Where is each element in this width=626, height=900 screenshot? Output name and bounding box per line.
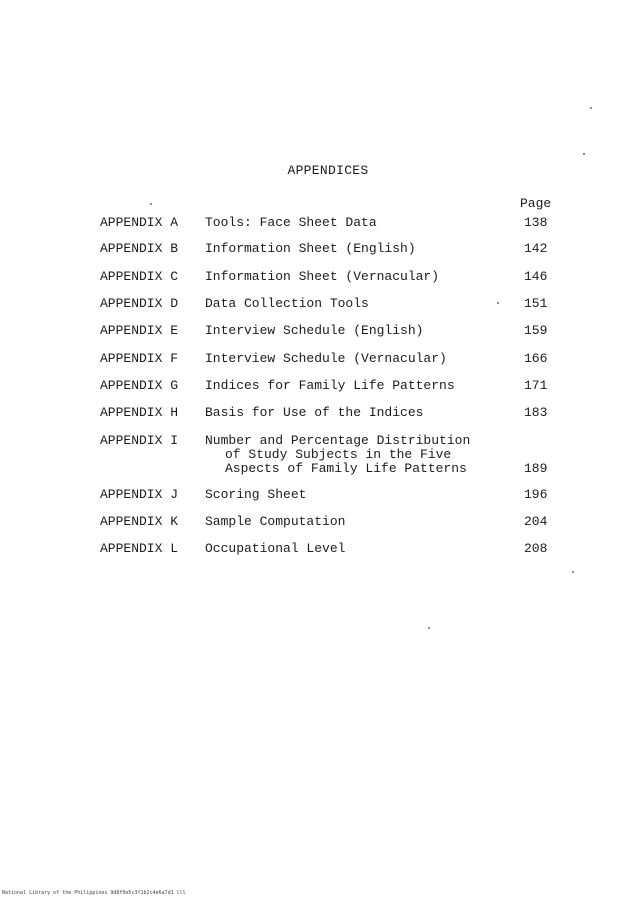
appendix-page-number: 142 bbox=[524, 241, 548, 256]
scan-speck bbox=[590, 107, 592, 109]
appendix-title-line: Occupational Level bbox=[205, 541, 346, 556]
scan-speck bbox=[583, 153, 585, 155]
appendix-title bbox=[205, 216, 377, 230]
page-title: APPENDICES bbox=[287, 163, 369, 178]
appendix-label: APPENDIX J bbox=[100, 487, 179, 502]
appendix-label: APPENDIX L bbox=[100, 541, 179, 556]
scan-footer: National Library of the Philippines 9d8f0e5c3f1b2c4e6a7d1 lll bbox=[2, 890, 186, 896]
appendix-page-number: 166 bbox=[524, 351, 548, 366]
appendix-page-number: 146 bbox=[524, 269, 548, 284]
appendix-title bbox=[205, 324, 423, 338]
scan-speck bbox=[150, 203, 152, 205]
page-column-header: Page bbox=[520, 196, 552, 211]
appendix-label: APPENDIX F bbox=[100, 351, 179, 366]
appendix-page-number: 138 bbox=[524, 215, 548, 230]
appendix-title bbox=[205, 515, 345, 529]
appendix-page-number: 151 bbox=[524, 296, 548, 311]
appendix-title-line: of Study Subjects in the Five bbox=[225, 447, 452, 462]
appendix-title-line: Number and Percentage Distribution bbox=[205, 433, 471, 448]
scan-speck bbox=[497, 302, 499, 304]
scan-speck bbox=[572, 571, 574, 573]
appendix-title bbox=[205, 270, 439, 284]
appendix-title bbox=[205, 297, 369, 311]
appendix-title-line: Interview Schedule (Vernacular) bbox=[205, 351, 447, 366]
appendix-label: APPENDIX D bbox=[100, 296, 179, 311]
appendix-title-line: Scoring Sheet bbox=[205, 487, 307, 502]
appendix-label: APPENDIX I bbox=[100, 433, 179, 448]
appendix-title-line: Interview Schedule (English) bbox=[205, 323, 424, 338]
appendix-title-line: Sample Computation bbox=[205, 514, 346, 529]
appendix-title-line: Data Collection Tools bbox=[205, 296, 369, 311]
appendix-page-number: 208 bbox=[524, 541, 548, 556]
scan-speck bbox=[428, 627, 430, 629]
appendix-title-line: Information Sheet (English) bbox=[205, 241, 416, 256]
appendix-title bbox=[205, 406, 423, 420]
appendix-label: APPENDIX G bbox=[100, 378, 179, 393]
appendix-page-number: 171 bbox=[524, 378, 548, 393]
appendix-page-number: 196 bbox=[524, 487, 548, 502]
appendix-title bbox=[205, 242, 416, 256]
appendix-title-line: Basis for Use of the Indices bbox=[205, 405, 424, 420]
appendix-title bbox=[205, 488, 306, 502]
appendix-title-line: Aspects of Family Life Patterns bbox=[225, 461, 467, 476]
appendix-label: APPENDIX H bbox=[100, 405, 179, 420]
appendix-title-line: Indices for Family Life Patterns bbox=[205, 378, 455, 393]
appendix-label: APPENDIX A bbox=[100, 215, 179, 230]
appendix-title bbox=[205, 352, 447, 366]
appendix-page-number: 189 bbox=[524, 461, 548, 476]
appendix-page-number: 204 bbox=[524, 514, 548, 529]
appendix-title-line: Information Sheet (Vernacular) bbox=[205, 269, 440, 284]
appendix-label: APPENDIX E bbox=[100, 323, 179, 338]
appendix-label: APPENDIX K bbox=[100, 514, 179, 529]
appendix-page-number: 183 bbox=[524, 405, 548, 420]
appendix-page-number: 159 bbox=[524, 323, 548, 338]
appendix-label: APPENDIX B bbox=[100, 241, 179, 256]
appendix-title bbox=[205, 542, 345, 556]
appendix-title bbox=[205, 379, 455, 393]
appendix-title-line: Tools: Face Sheet Data bbox=[205, 215, 377, 230]
appendix-label: APPENDIX C bbox=[100, 269, 179, 284]
appendix-title bbox=[205, 434, 470, 476]
